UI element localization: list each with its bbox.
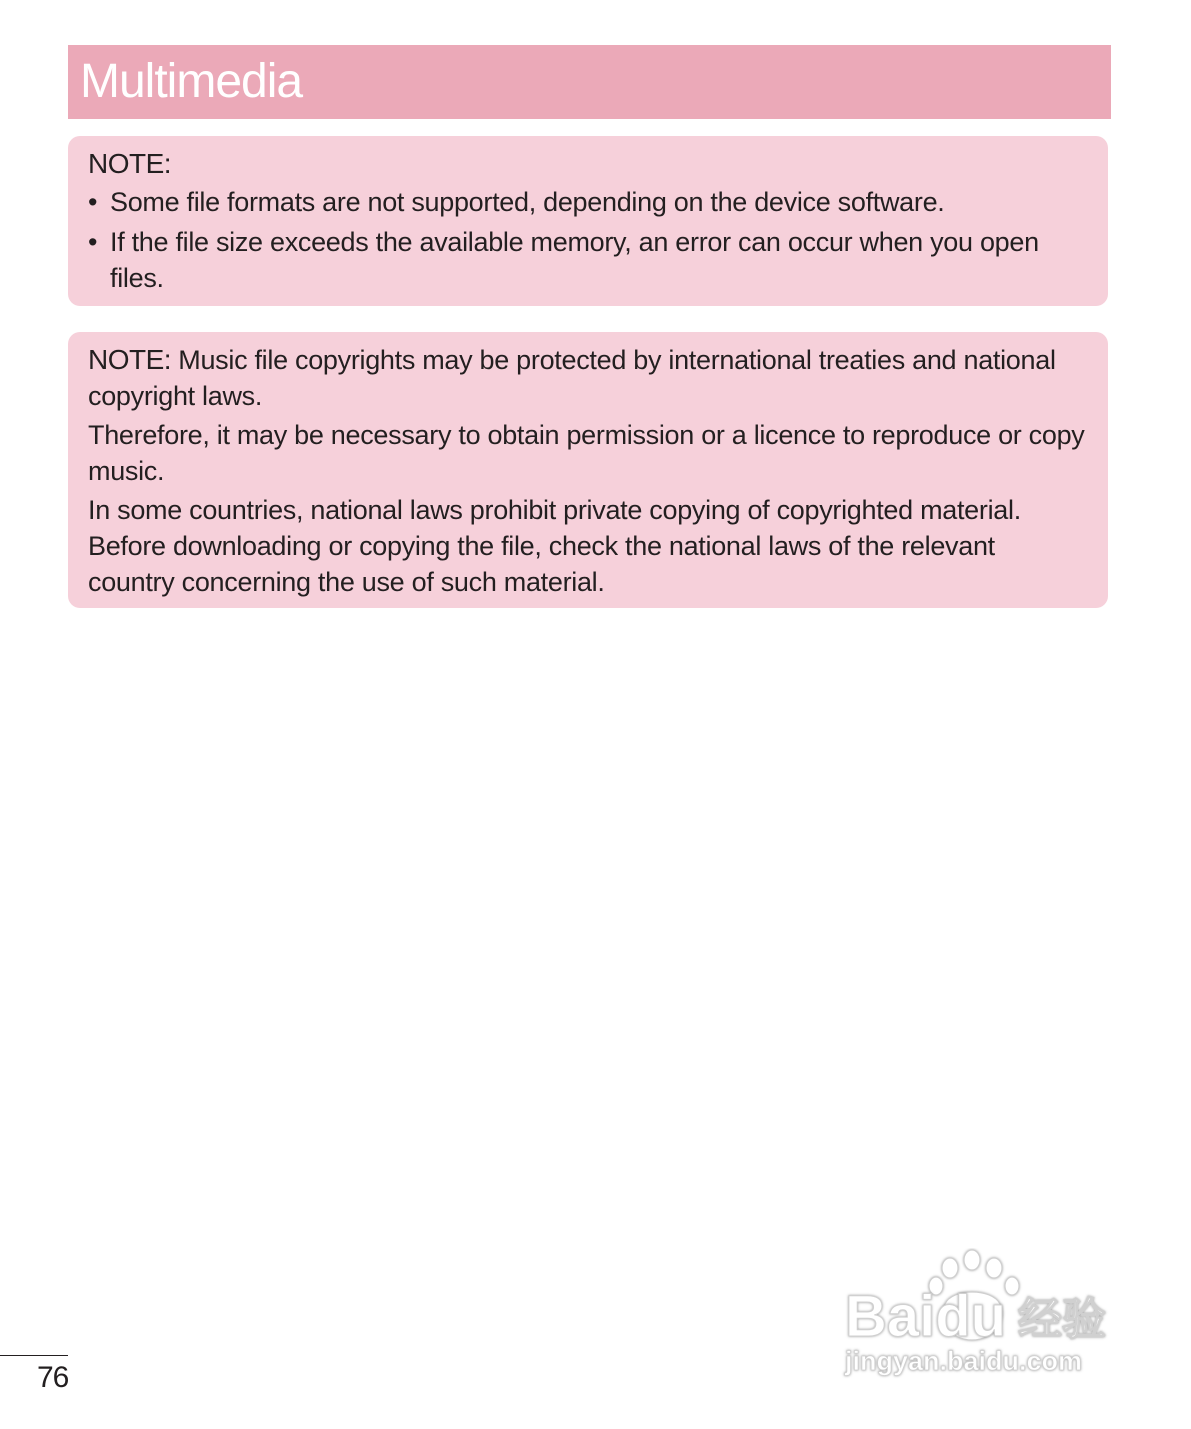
- list-item: [88, 224, 1088, 296]
- note-label: NOTE:: [88, 344, 172, 375]
- list-item: [88, 184, 1088, 220]
- page-title: Multimedia: [80, 55, 303, 108]
- watermark-brand-cn: 经验: [1018, 1294, 1106, 1345]
- page-number: 76: [37, 1361, 69, 1394]
- page-number-rule: [0, 1355, 68, 1356]
- watermark-brand: Baidu: [845, 1284, 1007, 1349]
- bullet-icon: •: [88, 187, 98, 217]
- note-paragraph: Therefore, it may be necessary to obtain permission or a licence to reproduce or copy music.: [88, 420, 1085, 486]
- note-lead-text: Music file copyrights may be protected by international treaties and national copyright laws.: [88, 345, 1056, 411]
- watermark-url: jingyan.baidu.com: [845, 1346, 1083, 1376]
- note-box-copyright: [68, 332, 1108, 608]
- note-paragraph: In some countries, national laws prohibit private copying of copyrighted material. Before downloading or copying the file, check the national laws of the relevant country concerning the use of such material.: [88, 495, 1021, 597]
- baidu-watermark: [840, 1248, 1130, 1388]
- list-item-text: Some file formats are not supported, depending on the device software.: [110, 187, 945, 217]
- note-list: [88, 184, 1088, 296]
- note-box-formats: [68, 136, 1108, 306]
- note-lead-paragraph: [88, 342, 1088, 414]
- note-label: NOTE:: [88, 148, 172, 179]
- bullet-icon: •: [88, 227, 98, 257]
- list-item-text: If the file size exceeds the available memory, an error can occur when you open files.: [110, 227, 1039, 293]
- section-header: [68, 45, 1111, 119]
- watermark-text-art: [840, 1248, 1130, 1388]
